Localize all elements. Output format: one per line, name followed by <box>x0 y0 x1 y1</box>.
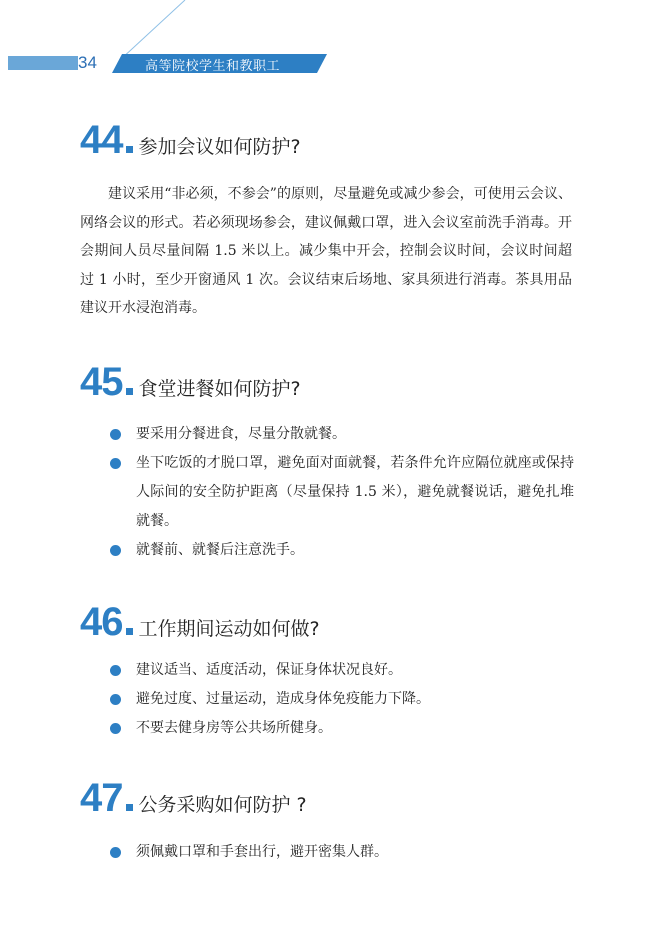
list-item <box>108 685 574 714</box>
paragraph-text: 建议采用“非必须，不参会”的原则，尽量避免或减少参会，可使用云会议、网络会议的形式。若必须现场参会，建议佩戴口罩，进入会议室前洗手消毒。开会期间人员尽量间隔 1.5 米以上。减少集中开会，控制会议时间，会议时间超过 1 小时，至少开窗通风 1 次。会议结束后场地、家具须进行消毒。茶具用品建议开水浸泡消毒。 <box>80 186 572 316</box>
list-item <box>108 536 574 565</box>
list-item <box>108 714 574 743</box>
question-heading-44 <box>80 118 301 163</box>
list-item-text: 不要去健身房等公共场所健身。 <box>136 720 332 736</box>
list-item-text: 坐下吃饭的才脱口罩，避免面对面就餐，若条件允许应隔位就座或保持人际间的安全防护距离（尽量保持 1.5 米），避免就餐说话，避免扎堆就餐。 <box>136 455 574 529</box>
bullet-icon <box>110 723 121 734</box>
bullet-icon <box>110 545 121 556</box>
bullet-list <box>108 656 574 743</box>
bullet-icon <box>110 665 121 676</box>
question-title: 工作期间运动如何做? <box>138 618 320 640</box>
section-title: 高等院校学生和教职工 <box>145 59 281 74</box>
heading-dot <box>126 628 133 635</box>
list-item-text: 须佩戴口罩和手套出行，避开密集人群。 <box>136 844 388 860</box>
question-title: 食堂进餐如何防护? <box>138 378 301 400</box>
decorative-line <box>0 0 656 90</box>
heading-dot <box>126 804 133 811</box>
list-item-text: 要采用分餐进食，尽量分散就餐。 <box>136 426 346 442</box>
question-title: 参加会议如何防护? <box>138 136 301 158</box>
heading-dot <box>126 388 133 395</box>
page-header <box>0 0 656 90</box>
page-tab <box>8 56 78 70</box>
bullet-icon <box>110 694 121 705</box>
bullet-list <box>108 420 574 565</box>
list-item <box>108 656 574 685</box>
question-title: 公务采购如何防护 ? <box>138 794 307 816</box>
bullet-icon <box>110 847 121 858</box>
bullet-icon <box>110 429 121 440</box>
list-item-text: 建议适当、适度活动，保证身体状况良好。 <box>136 662 402 678</box>
list-item <box>108 449 574 536</box>
answer-paragraph <box>80 180 572 323</box>
page-number: 34 <box>78 53 97 72</box>
question-heading-45 <box>80 360 301 405</box>
list-item <box>108 420 574 449</box>
question-number: 47 <box>80 776 123 820</box>
question-number: 45 <box>80 360 123 404</box>
question-number: 44 <box>80 118 123 162</box>
bullet-list <box>108 838 574 867</box>
heading-dot <box>126 146 133 153</box>
list-item-text: 就餐前、就餐后注意洗手。 <box>136 542 304 558</box>
question-heading-47 <box>80 776 307 821</box>
list-item-text: 避免过度、过量运动，造成身体免疫能力下降。 <box>136 691 430 707</box>
list-item <box>108 838 574 867</box>
question-heading-46 <box>80 600 320 645</box>
bullet-icon <box>110 458 121 469</box>
question-number: 46 <box>80 600 123 644</box>
